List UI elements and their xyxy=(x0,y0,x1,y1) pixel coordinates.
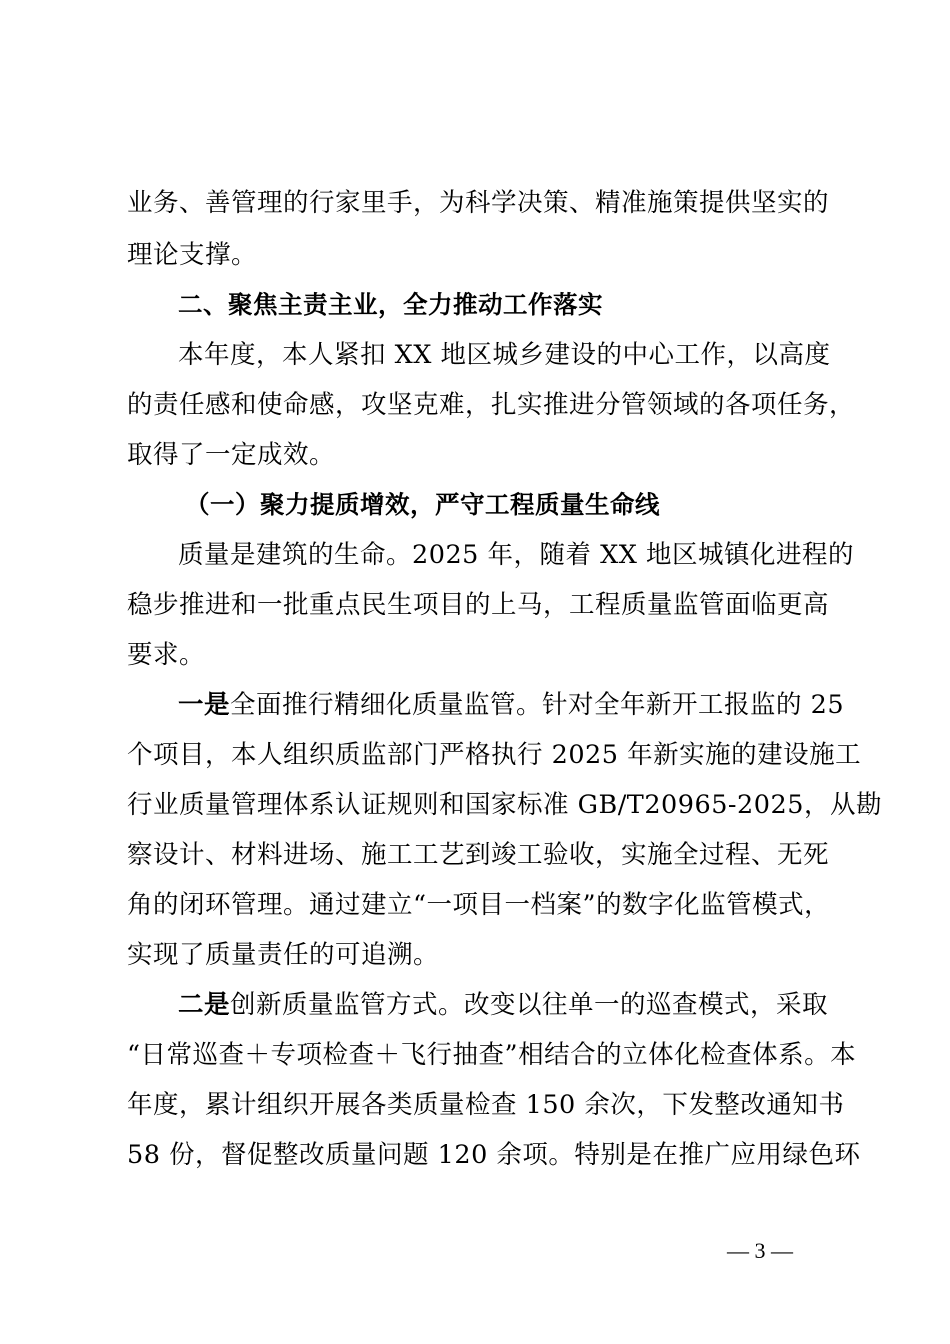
page-number: — 3 — xyxy=(727,1238,793,1263)
paragraph-line xyxy=(178,690,898,720)
paragraph-line: 要求。 xyxy=(127,640,206,670)
paragraph-line: 角的闭环管理。通过建立“一项目一档案”的数字化监管模式， xyxy=(127,890,831,920)
section-heading: 二、聚焦主责主业，全力推动工作落实 xyxy=(178,290,603,319)
paragraph-line: 行业质量管理体系认证规则和国家标准 GB/T20965-2025，从勘 xyxy=(127,790,882,820)
lead-label: 一是 xyxy=(178,690,231,720)
paragraph-line: 质量是建筑的生命。2025 年，随着 XX 地区城镇化进程的 xyxy=(178,540,855,570)
paragraph-line: 58 份，督促整改质量问题 120 余项。特别是在推广应用绿色环 xyxy=(127,1140,861,1170)
lead-label: 二是 xyxy=(178,990,231,1020)
paragraph-line: 理论支撑。 xyxy=(127,240,258,270)
paragraph-line: “日常巡查＋专项检查＋飞行抽查”相结合的立体化检查体系。本 xyxy=(127,1040,857,1070)
paragraph-line: 察设计、材料进场、施工工艺到竣工验收，实施全过程、无死 xyxy=(127,840,830,870)
paragraph-line: 取得了一定成效。 xyxy=(127,440,336,470)
subsection-heading: （一）聚力提质增效，严守工程质量生命线 xyxy=(185,490,660,519)
paragraph-line xyxy=(178,990,898,1020)
paragraph-line: 的责任感和使命感，攻坚克难，扎实推进分管领域的各项任务， xyxy=(127,390,856,420)
paragraph-text: 创新质量监管方式。改变以往单一的巡查模式，采取 xyxy=(230,990,829,1020)
paragraph-line: 本年度，本人紧扣 XX 地区城乡建设的中心工作，以高度 xyxy=(178,340,831,370)
paragraph-text: 全面推行精细化质量监管。针对全年新开工报监的 25 xyxy=(230,690,845,720)
paragraph-line: 年度，累计组织开展各类质量检查 150 余次，下发整改通知书 xyxy=(127,1090,845,1120)
paragraph-line: 实现了质量责任的可追溯。 xyxy=(127,940,440,970)
paragraph-line: 业务、善管理的行家里手，为科学决策、精准施策提供坚实的 xyxy=(127,188,830,218)
paragraph-line: 个项目，本人组织质监部门严格执行 2025 年新实施的建设施工 xyxy=(127,740,862,770)
paragraph-line: 稳步推进和一批重点民生项目的上马，工程质量监管面临更高 xyxy=(127,590,830,620)
